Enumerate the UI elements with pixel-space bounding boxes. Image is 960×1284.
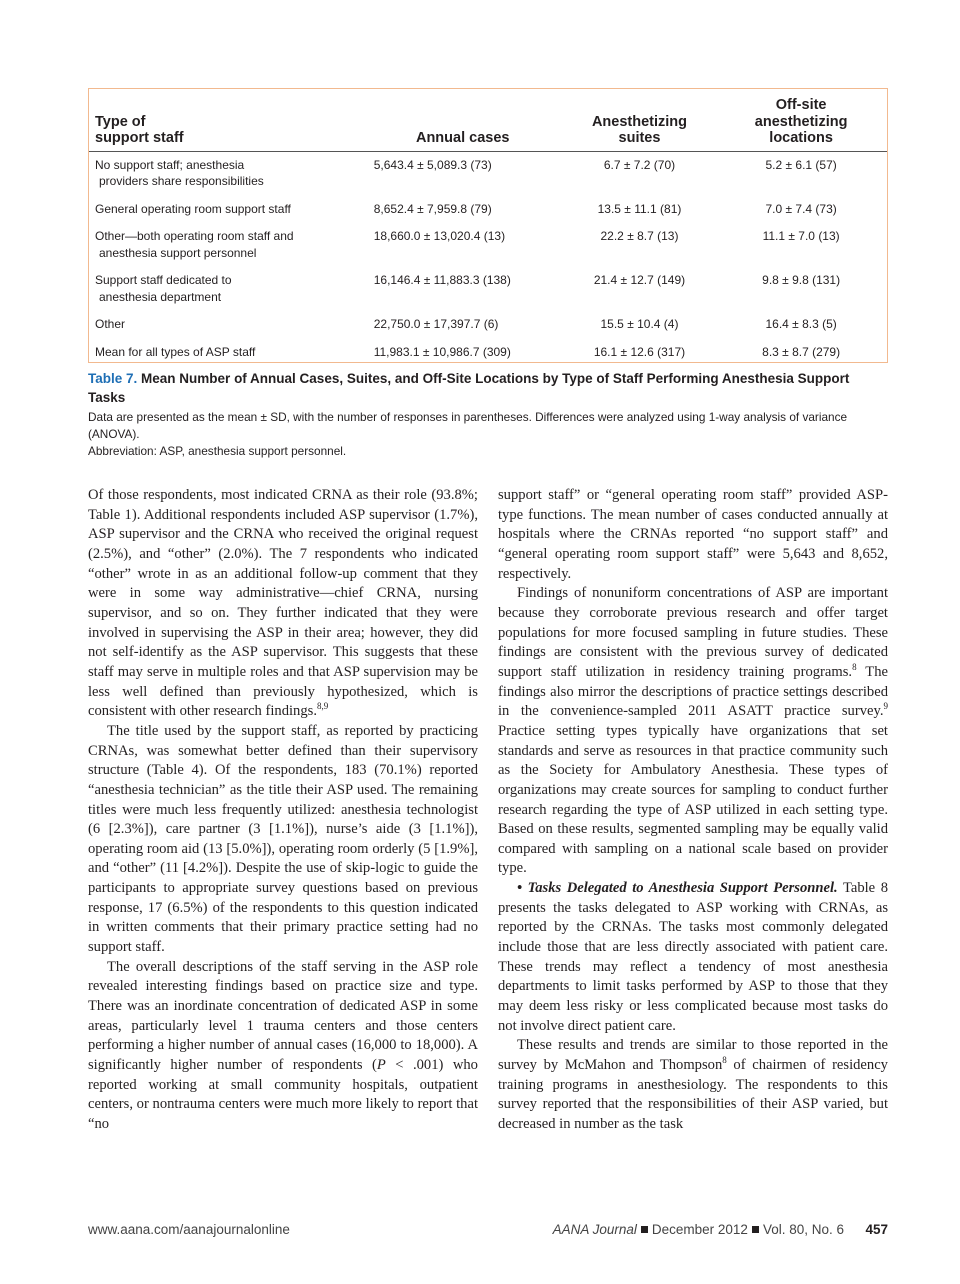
cell-offsite: 16.4 ± 8.3 (5): [765, 317, 837, 331]
caption-title: [88, 369, 888, 407]
cell-type: Support staff dedicated to anesthesia department: [95, 273, 232, 304]
page-footer: [88, 1222, 888, 1242]
cell-offsite: 5.2 ± 6.1 (57): [765, 157, 837, 172]
page-number: 457: [865, 1222, 888, 1237]
table-row: [89, 267, 887, 311]
paragraph: Of those respondents, most indicated CRNA as their role (93.8%; Table 1). Additional respondents included ASP supervisor (1.7%), ASP supervisor and the CRNA who received the original request (2.5%), and “other” (2.0%). The 7 respondents who indicated “other” wrote in as an additional follow-up comment that they were in some way administrative—chief CRNA, nursing supervisor, and so on. They further indicated that they were involved in supervising the ASP in their area; however, they did not self-identify as the ASP supervisor. This suggests that these staff may serve in multiple roles and that ASP supervision may be less well defined than previously hypothesized, which is consistent with other research findings.$^{8,9}$: [88, 487, 478, 720]
cell-cases: 16,146.4 ± 11,883.3 (138): [373, 273, 511, 287]
footer-url: www.aana.com/aanajournalonline: [88, 1222, 290, 1237]
paragraph: These results and trends are similar to those reported in the survey by McMahon and Thompson$^8$ of chairmen of residency training programs in anesthesiology. The respondents to this survey reported that the responsibilities of their ASP varied, but decreased in number as the task: [498, 1037, 888, 1132]
cell-cases: 5,643.4 ± 5,089.3 (73): [373, 157, 492, 172]
reference-superscript: 9: [883, 701, 888, 712]
paragraph: support staff” or “general operating room staff” provided ASP-type functions. The mean number of cases conducted annually at hospitals where the CRNAs reported “no support staff” and “general operating room support staff” were 5,643 and 8,652, respectively.: [498, 487, 888, 582]
table-row: [89, 223, 887, 267]
footer-journal-info: AANA Journal December 2012 Vol. 80, No. 6: [552, 1222, 844, 1237]
cell-type: No support staff; anesthesia providers share responsibilities: [95, 157, 264, 188]
reference-superscript: 8: [852, 662, 857, 673]
paragraph: The title used by the support staff, as reported by practicing CRNAs, was somewhat better defined than their supervisory structure (Table 4). Of the respondents, 183 (70.1%) reported “anesthesia technician” as the title their ASP used. The remaining titles were much less frequently utilized: anesthesia technologist (6 [2.3%]), care partner (3 [1.1%]), nurse’s aide (3 [1.1%]), operating room aid (13 [5.0%]), operating room orderly (5 [1.9%], and “other” (11 [4.2%]). Despite the use of skip-logic to guide the participants to appropriate survey questions based on previous response, 17 (6.5%) of the respondents to this question indicated in written comments that their primary practice setting had no support staff.: [88, 722, 478, 956]
cell-offsite: 9.8 ± 9.8 (131): [762, 273, 841, 287]
table-header-row: [89, 89, 887, 151]
left-column: [88, 486, 478, 1135]
data-table: [89, 89, 887, 366]
caption-label: Table 7.: [88, 371, 138, 386]
table-row: [89, 196, 887, 224]
table-row: [89, 339, 887, 367]
table-row: [89, 151, 887, 196]
cell-type: Other: [95, 317, 126, 331]
cell-cases: 11,983.1 ± 10,986.7 (309): [373, 344, 511, 359]
reference-superscript: 8,9: [316, 701, 329, 712]
right-column: [498, 486, 888, 1135]
cell-type: Mean for all types of ASP staff: [95, 344, 256, 359]
cell-suites: 6.7 ± 7.2 (70): [603, 157, 676, 172]
paragraph: The overall descriptions of the staff serving in the ASP role revealed interesting findings based on practice size and type. There was an inordinate concentration of dedicated ASP in some areas, particularly level 1 trauma centers and those centers performing a higher number of annual cases (16,000 to 18,000). A significantly higher number of respondents (P < .001) who reported working at small community hospitals, outpatient centers, or nontrauma centers were much more likely to report that “no: [88, 958, 478, 1132]
cell-type: General operating room support staff: [95, 201, 291, 216]
reference-superscript: 8: [722, 1055, 727, 1066]
paragraph: Findings of nonuniform concentrations of ASP are important because they corroborate previous research and offer target populations for more focused sampling in future studies. These findings are consistent with the previous survey of dedicated support staff utilization in residency training programs.$^8$ The findings also mirror the descriptions of practice settings described in the convenience-sampled 2011 ASATT practice survey.$^9$ Practice setting types typically have organizations that set standards and serve as resources in that practice community such as the Society for Ambulatory Anesthesia. These types of organizations may create sources for sampling to conduct further research regarding the type of ASP utilized in each setting type. Based on these results, segmented sampling may be equally valid compared with sampling on a national scale based on provider type.: [498, 585, 888, 877]
cell-cases: 18,660.0 ± 13,020.4 (13): [373, 229, 506, 243]
caption-title-text: Mean Number of Annual Cases, Suites, and Off-Site Locations by Type of Staff Performing Anesthesia Support Tasks: [88, 371, 850, 405]
cell-suites: 15.5 ± 10.4 (4): [600, 317, 679, 331]
caption-abbreviation: Abbreviation: ASP, anesthesia support personnel.: [88, 444, 347, 458]
cell-suites: 21.4 ± 12.7 (149): [593, 273, 686, 287]
cell-suites: 13.5 ± 11.1 (81): [597, 201, 682, 216]
cell-suites: 16.1 ± 12.6 (317): [593, 344, 686, 359]
square-bullet-icon: [752, 1226, 759, 1233]
header-annual-cases: Annual cases: [415, 130, 510, 146]
paragraph: • Tasks Delegated to Anesthesia Support Personnel. Table 8 presents the tasks delegated to ASP working with CRNAs, as reported by the CRNAs. The tasks most commonly delegated include those that are less directly associated with patient care. These trends may reflect a tendency of most anesthesia departments to limit tasks performed by ASP to those that they may deem less risky or less complicated because most tasks do not involve direct patient care.: [498, 880, 888, 1034]
table-row: [89, 311, 887, 339]
cell-suites: 22.2 ± 8.7 (13): [600, 229, 679, 243]
header-support-staff: Type of support staff: [95, 113, 184, 146]
caption-note: Data are presented as the mean ± SD, with the number of responses in parentheses. Differences were analyzed using 1-way analysis of variance (ANOVA).: [88, 410, 848, 441]
cell-offsite: 11.1 ± 7.0 (13): [762, 229, 840, 243]
cell-offsite: 7.0 ± 7.4 (73): [765, 201, 837, 216]
table-caption: [88, 369, 888, 460]
header-anesthetizing-suites: Anesthetizing suites: [591, 113, 688, 146]
table-7: [88, 88, 888, 363]
header-offsite-locations: Off-site anesthetizing locations: [754, 97, 848, 146]
cell-type: Other—both operating room staff and anesthesia support personnel: [95, 229, 294, 260]
section-heading: • Tasks Delegated to Anesthesia Support Personnel.: [517, 880, 838, 897]
cell-offsite: 8.3 ± 8.7 (279): [762, 344, 841, 359]
square-bullet-icon: [641, 1226, 648, 1233]
cell-cases: 8,652.4 ± 7,959.8 (79): [373, 201, 492, 216]
cell-cases: 22,750.0 ± 17,397.7 (6): [373, 317, 499, 331]
